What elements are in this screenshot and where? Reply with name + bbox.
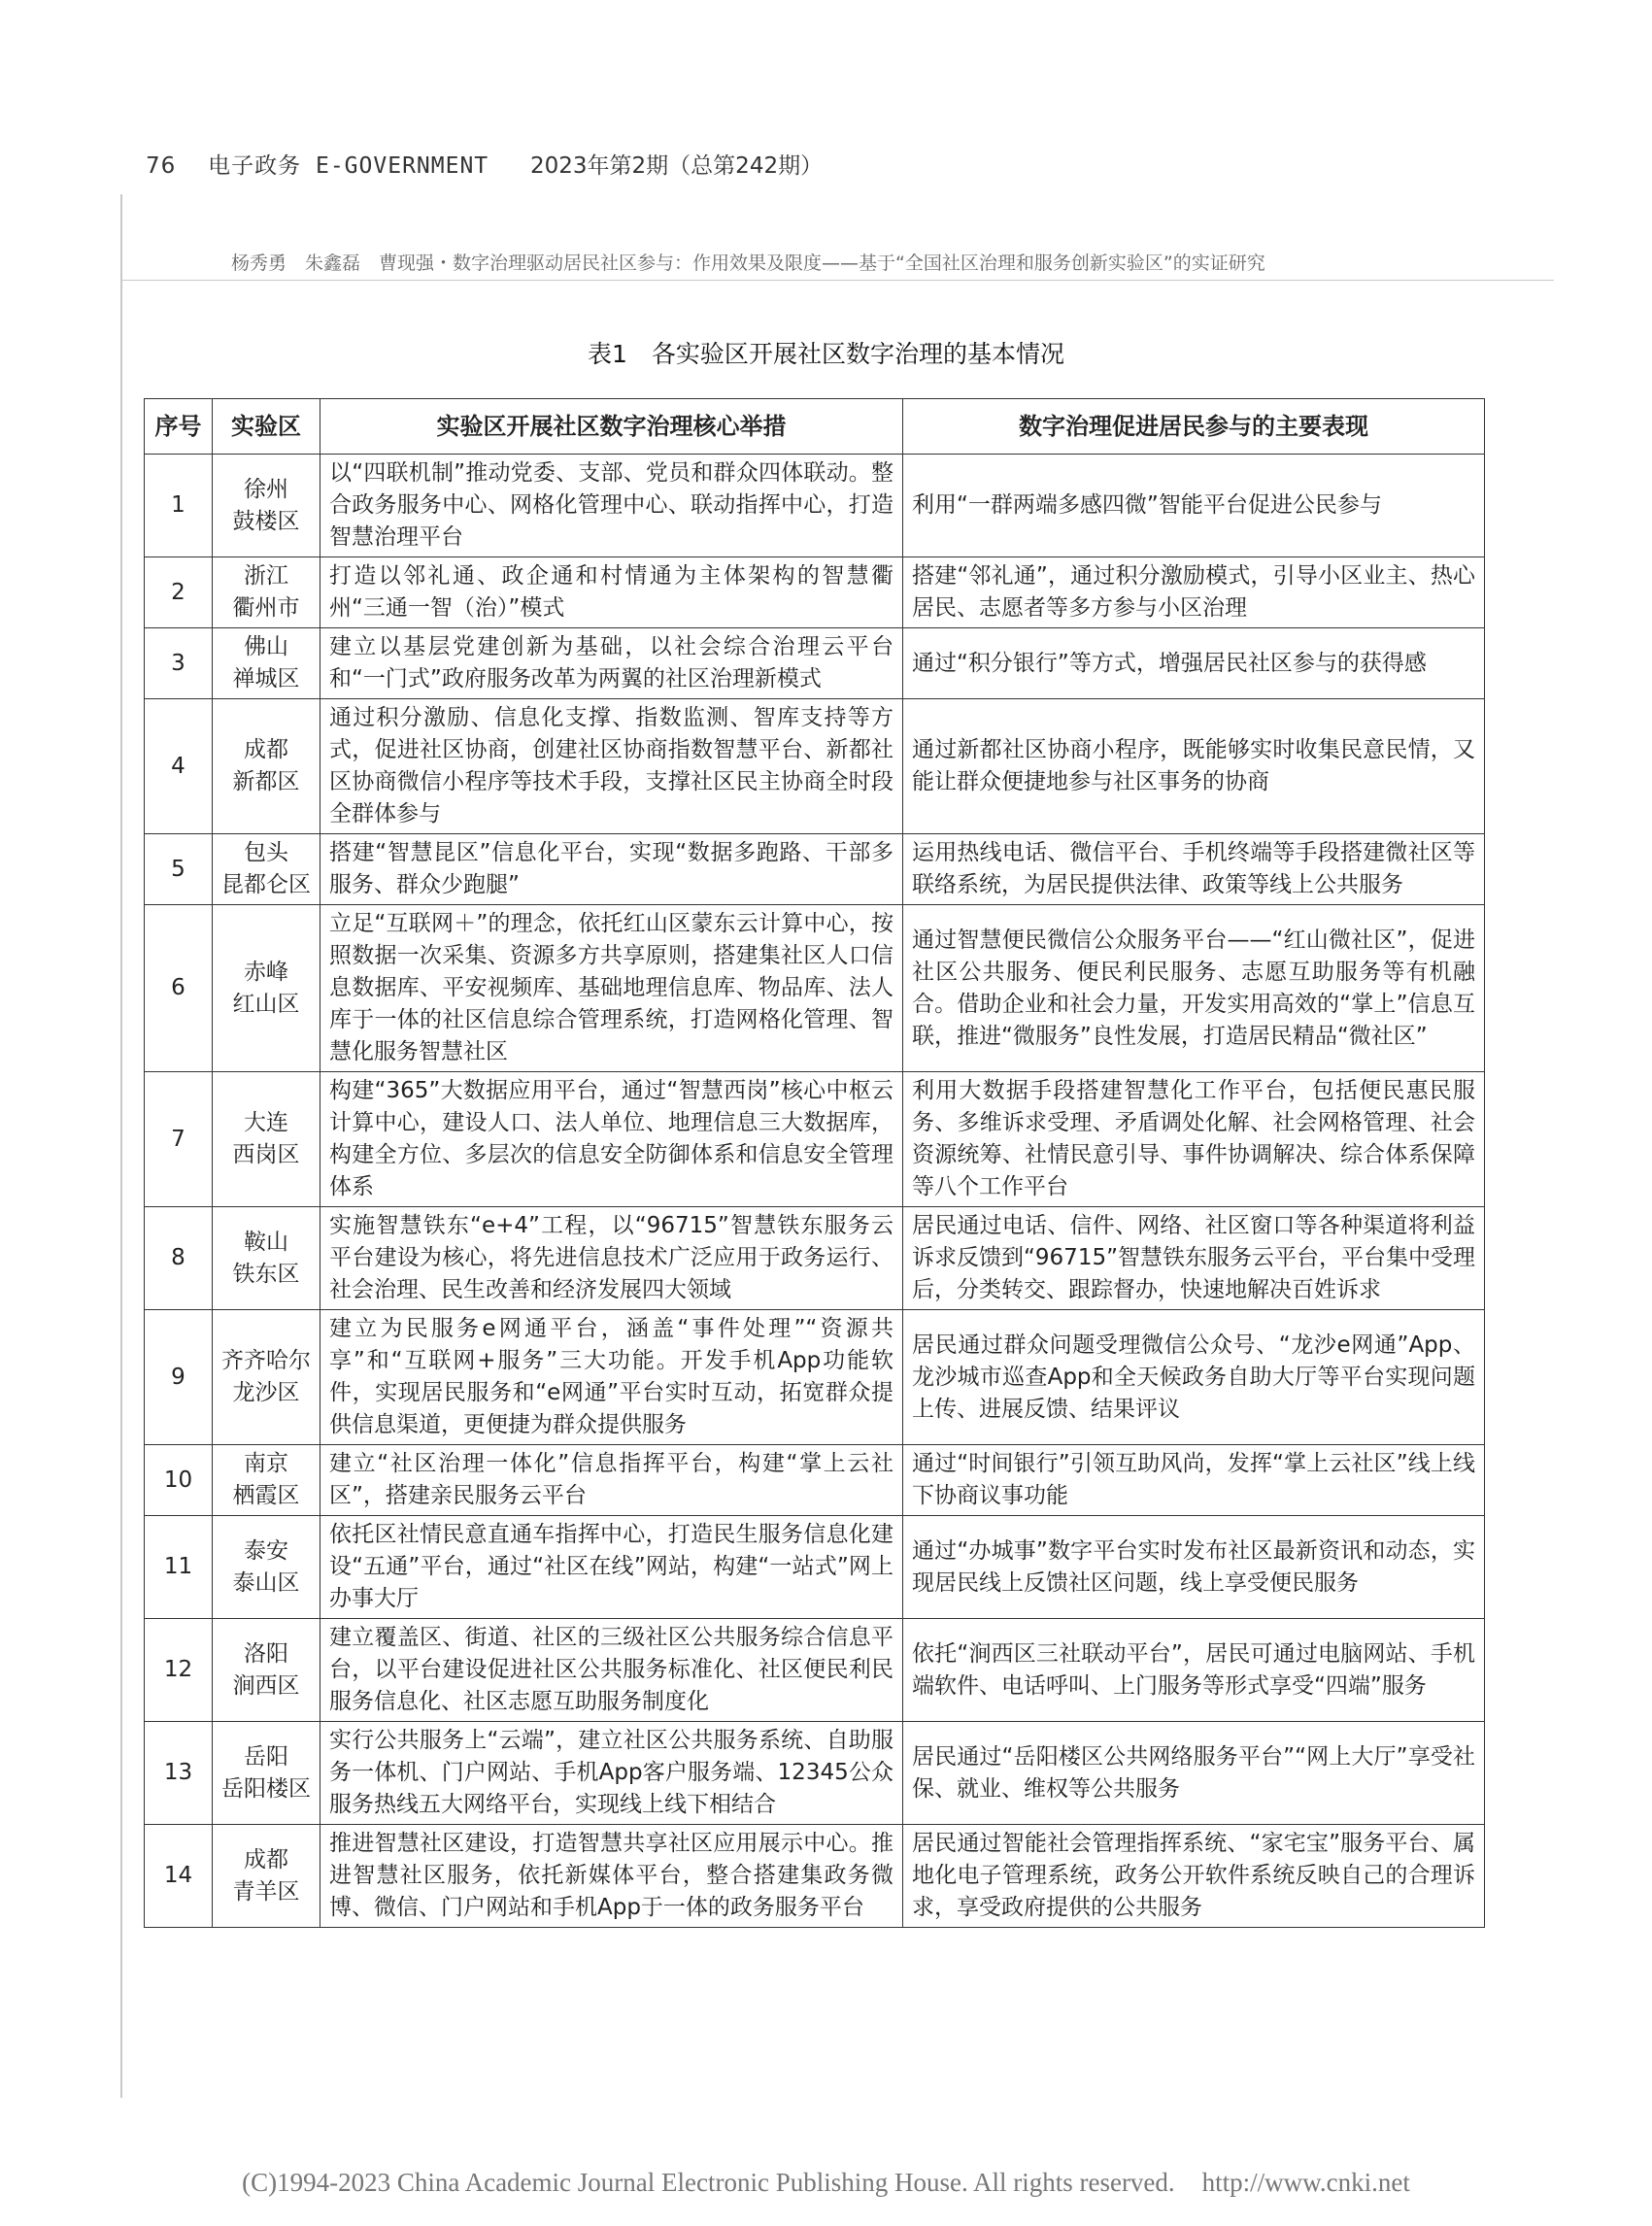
- zone-name-line: 包头: [244, 840, 288, 865]
- participation-performance: 运用热线电话、微信平台、手机终端等手段搭建微社区等联络系统，为居民提供法律、政策等线上公共服务: [903, 834, 1485, 905]
- zone-name-line: 西岗区: [232, 1142, 300, 1167]
- table-row: [145, 628, 1485, 699]
- zone-name-line: 徐州: [244, 476, 288, 502]
- participation-performance: 通过“时间银行”引领互助风尚，发挥“掌上云社区”线上线下协商议事功能: [903, 1445, 1485, 1516]
- table-row: [145, 1722, 1485, 1825]
- row-number: 6: [145, 905, 213, 1072]
- core-measures: 打造以邻礼通、政企通和村情通为主体架构的智慧衢州“三通一智（治）”模式: [320, 557, 903, 628]
- zone-name-line: 大连: [244, 1110, 288, 1135]
- row-number: 11: [145, 1516, 213, 1619]
- zone-name-line: 南京: [244, 1451, 288, 1476]
- participation-performance: 居民通过“岳阳楼区公共网络服务平台”“网上大厅”享受社保、就业、维权等公共服务: [903, 1722, 1485, 1825]
- experiment-zone: [213, 699, 320, 834]
- participation-performance: 通过“积分银行”等方式，增强居民社区参与的获得感: [903, 628, 1485, 699]
- row-number: 9: [145, 1310, 213, 1445]
- experiment-zone: [213, 557, 320, 628]
- core-measures: 以“四联机制”推动党委、支部、党员和群众四体联动。整合政务服务中心、网格化管理中心、联动指挥中心，打造智慧治理平台: [320, 455, 903, 557]
- table-row: [145, 1619, 1485, 1722]
- zone-name-line: 浙江: [244, 563, 288, 589]
- experiment-zones-table: [144, 398, 1485, 1928]
- zone-name-line: 洛阳: [244, 1640, 288, 1667]
- core-measures: 推进智慧社区建设，打造智慧共享社区应用展示中心。推进智慧社区服务，依托新媒体平台，整合搭建集政务微博、微信、门户网站和手机App于一体的政务服务平台: [320, 1825, 903, 1928]
- zone-name-line: 泰安: [244, 1537, 288, 1564]
- experiment-zone: [213, 834, 320, 905]
- participation-performance: 依托“涧西区三社联动平台”，居民可通过电脑网站、手机端软件、电话呼叫、上门服务等形式享受“四端”服务: [903, 1619, 1485, 1722]
- table-row: [145, 1825, 1485, 1928]
- experiment-zone: [213, 1619, 320, 1722]
- zone-name-line: 禅城区: [232, 666, 300, 691]
- table-row: [145, 905, 1485, 1072]
- experiment-zone: [213, 905, 320, 1072]
- zone-name-line: 青羊区: [232, 1878, 300, 1905]
- copyright-footer: [0, 2168, 1652, 2198]
- participation-performance: 利用大数据手段搭建智慧化工作平台，包括便民惠民服务、多维诉求受理、矛盾调处化解、社会网格管理、社会资源统筹、社情民意引导、事件协调解决、综合体系保障等八个工作平台: [903, 1072, 1485, 1207]
- zone-name-line: 岳阳楼区: [221, 1775, 311, 1802]
- participation-performance: 利用“一群两端多感四微”智能平台促进公民参与: [903, 455, 1485, 557]
- page-header: [146, 148, 823, 180]
- experiment-zone: [213, 1825, 320, 1928]
- header-no: 序号: [145, 399, 213, 455]
- table-row: [145, 1310, 1485, 1445]
- table-row: [145, 699, 1485, 834]
- core-measures: 实行公共服务上“云端”，建立社区公共服务系统、自助服务一体机、门户网站、手机App客户服务端、12345公众服务热线五大网络平台，实现线上线下相结合: [320, 1722, 903, 1825]
- row-number: 13: [145, 1722, 213, 1825]
- zone-name-line: 龙沙区: [232, 1380, 300, 1405]
- participation-performance: 通过新都社区协商小程序，既能够实时收集民意民情，又能让群众便捷地参与社区事务的协商: [903, 699, 1485, 834]
- row-number: 3: [145, 628, 213, 699]
- core-measures: 通过积分激励、信息化支撑、指数监测、智库支持等方式，促进社区协商，创建社区协商指数智慧平台、新都社区协商微信小程序等技术手段，支撑社区民主协商全时段全群体参与: [320, 699, 903, 834]
- zone-name-line: 铁东区: [232, 1261, 300, 1287]
- header-rule: [120, 280, 1554, 281]
- core-measures: 建立为民服务e网通平台，涵盖“事件处理”“资源共享”和“互联网+服务”三大功能。开发手机App功能软件，实现居民服务和“e网通”平台实时互动，拓宽群众提供信息渠道，更便捷为群众提供服务: [320, 1310, 903, 1445]
- zone-name-line: 成都: [244, 1846, 288, 1872]
- zone-name-line: 新都区: [232, 769, 300, 794]
- zone-name-line: 昆都仑区: [221, 872, 311, 897]
- table-row: [145, 557, 1485, 628]
- zone-name-line: 岳阳: [244, 1743, 288, 1770]
- journal-name: 电子政务 E-GOVERNMENT: [208, 153, 489, 179]
- zone-name-line: 栖霞区: [232, 1483, 300, 1508]
- page-number: 76: [146, 153, 177, 179]
- core-measures: 实施智慧铁东“e+4”工程，以“96715”智慧铁东服务云平台建设为核心，将先进信息技术广泛应用于政务运行、社会治理、民生改善和经济发展四大领域: [320, 1207, 903, 1310]
- table-row: [145, 1207, 1485, 1310]
- participation-performance: 通过“办城事”数字平台实时发布社区最新资讯和动态，实现居民线上反馈社区问题，线上享受便民服务: [903, 1516, 1485, 1619]
- table-header-row: [145, 399, 1485, 455]
- header-measures: 实验区开展社区数字治理核心举措: [320, 399, 903, 455]
- row-number: 7: [145, 1072, 213, 1207]
- zone-name-line: 鼓楼区: [232, 508, 300, 534]
- running-head: 杨秀勇 朱鑫磊 曹现强・数字治理驱动居民社区参与：作用效果及限度——基于“全国社区治理和服务创新实验区”的实证研究: [231, 253, 1265, 274]
- row-number: 8: [145, 1207, 213, 1310]
- experiment-zone: [213, 1722, 320, 1825]
- core-measures: 建立覆盖区、街道、社区的三级社区公共服务综合信息平台，以平台建设促进社区公共服务标准化、社区便民利民服务信息化、社区志愿互助服务制度化: [320, 1619, 903, 1722]
- header-area: 实验区: [213, 399, 320, 455]
- experiment-zone: [213, 455, 320, 557]
- experiment-zone: [213, 1445, 320, 1516]
- experiment-zone: [213, 1516, 320, 1619]
- table-caption: 表1 各实验区开展社区数字治理的基本情况: [588, 340, 1064, 368]
- zone-name-line: 佛山: [244, 634, 288, 659]
- zone-name-line: 赤峰: [244, 959, 288, 985]
- experiment-zone: [213, 1310, 320, 1445]
- row-number: 5: [145, 834, 213, 905]
- core-measures: 建立以基层党建创新为基础，以社会综合治理云平台和“一门式”政府服务改革为两翼的社区治理新模式: [320, 628, 903, 699]
- zone-name-line: 成都: [244, 737, 288, 762]
- journal-issue: 2023年第2期（总第242期）: [530, 153, 824, 179]
- copyright-text: (C)1994-2023 China Academic Journal Electronic Publishing House. All rights reserved.: [242, 2168, 1175, 2197]
- participation-performance: 居民通过电话、信件、网络、社区窗口等各种渠道将利益诉求反馈到“96715”智慧铁东服务云平台，平台集中受理后，分类转交、跟踪督办，快速地解决百姓诉求: [903, 1207, 1485, 1310]
- table-row: [145, 455, 1485, 557]
- header-participation: 数字治理促进居民参与的主要表现: [903, 399, 1485, 455]
- table-row: [145, 1072, 1485, 1207]
- participation-performance: 搭建“邻礼通”，通过积分激励模式，引导小区业主、热心居民、志愿者等多方参与小区治理: [903, 557, 1485, 628]
- row-number: 2: [145, 557, 213, 628]
- table-row: [145, 1516, 1485, 1619]
- experiment-zone: [213, 1207, 320, 1310]
- zone-name-line: 红山区: [232, 991, 300, 1017]
- core-measures: 建立“社区治理一体化”信息指挥平台，构建“掌上云社区”，搭建亲民服务云平台: [320, 1445, 903, 1516]
- row-number: 1: [145, 455, 213, 557]
- zone-name-line: 衢州市: [232, 595, 300, 621]
- cnki-url[interactable]: http://www.cnki.net: [1201, 2168, 1410, 2197]
- row-number: 10: [145, 1445, 213, 1516]
- row-number: 12: [145, 1619, 213, 1722]
- zone-name-line: 泰山区: [232, 1569, 300, 1596]
- margin-rule: [120, 194, 122, 2098]
- table-row: [145, 834, 1485, 905]
- zone-name-line: 鞍山: [244, 1229, 288, 1255]
- core-measures: 搭建“智慧昆区”信息化平台，实现“数据多跑路、干部多服务、群众少跑腿”: [320, 834, 903, 905]
- core-measures: 立足“互联网＋”的理念，依托红山区蒙东云计算中心，按照数据一次采集、资源多方共享原则，搭建集社区人口信息数据库、平安视频库、基础地理信息库、物品库、法人库于一体的社区信息综合管理系统，打造网格化管理、智慧化服务智慧社区: [320, 905, 903, 1072]
- zone-name-line: 涧西区: [232, 1672, 300, 1699]
- experiment-zone: [213, 628, 320, 699]
- table-row: [145, 1445, 1485, 1516]
- participation-performance: 居民通过智能社会管理指挥系统、“家宅宝”服务平台、属地化电子管理系统，政务公开软件系统反映自己的合理诉求，享受政府提供的公共服务: [903, 1825, 1485, 1928]
- row-number: 14: [145, 1825, 213, 1928]
- core-measures: 依托区社情民意直通车指挥中心，打造民生服务信息化建设“五通”平台，通过“社区在线”网站，构建“一站式”网上办事大厅: [320, 1516, 903, 1619]
- core-measures: 构建“365”大数据应用平台，通过“智慧西岗”核心中枢云计算中心，建设人口、法人单位、地理信息三大数据库，构建全方位、多层次的信息安全防御体系和信息安全管理体系: [320, 1072, 903, 1207]
- zone-name-line: 齐齐哈尔: [221, 1348, 311, 1373]
- participation-performance: 通过智慧便民微信公众服务平台——“红山微社区”，促进社区公共服务、便民利民服务、志愿互助服务等有机融合。借助企业和社会力量，开发实用高效的“掌上”信息互联，推进“微服务”良性发展，打造居民精品“微社区”: [903, 905, 1485, 1072]
- row-number: 4: [145, 699, 213, 834]
- experiment-zone: [213, 1072, 320, 1207]
- participation-performance: 居民通过群众问题受理微信公众号、“龙沙e网通”App、龙沙城市巡查App和全天候政务自助大厅等平台实现问题上传、进展反馈、结果评议: [903, 1310, 1485, 1445]
